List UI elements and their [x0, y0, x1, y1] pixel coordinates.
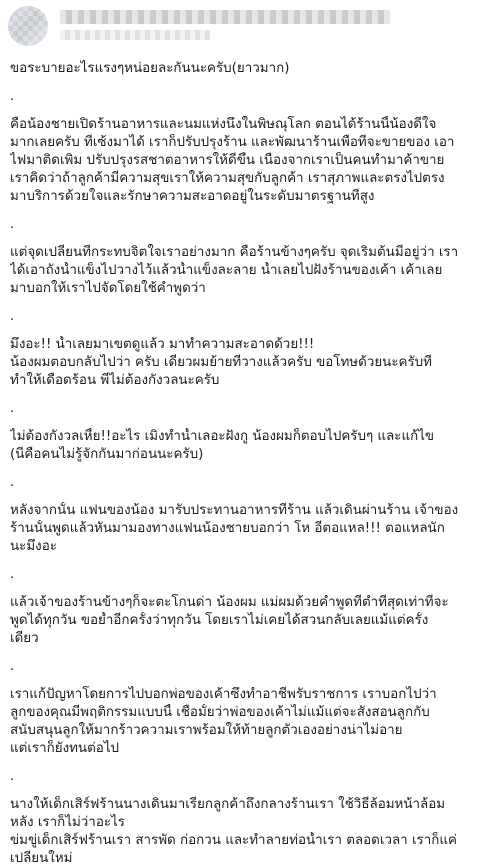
post-paragraph: [10, 216, 486, 234]
post-text-line: หลัง เราก็ไม่ว่าอะไร: [10, 815, 125, 830]
post-text-line: นางให้เด็กเสิร์ฟร้านนางเดินมาเรียกลูกค้าถึงกลางร้านเรา ใช้วิธีล้อมหน้าล้อม: [10, 797, 446, 812]
post-text-line: แต่เราก็ยังทนต่อไป: [10, 741, 120, 756]
post-text-line: .: [10, 401, 15, 416]
post-text-line: แต่จุดเปลี่ยนที่กระทบจิตใจเราอย่างมาก คือร้านข้างๆครับ จุดเริ่มต้นมีอยู่ว่า เรา: [10, 245, 459, 260]
post-text-line: ทำให้เดือดร้อน พี่ไม่ต้องกังวลนะครับ: [10, 373, 220, 388]
post-meta-blurred: [60, 30, 210, 40]
post-paragraph: [10, 594, 486, 648]
post-paragraph: [10, 658, 486, 676]
post-text-line: .: [10, 769, 15, 784]
author-name-blurred[interactable]: [60, 10, 390, 24]
post-text-line: เราคิดว่าถ้าลูกค้ามีความสุขเราให้ความสุขกับลูกค้า เราสุภาพและตรงไปตรง: [10, 171, 445, 186]
paragraph-spacer: [10, 298, 486, 308]
paragraph-spacer: [10, 106, 486, 116]
post-text-line: ได้เอาถังน้ำแข็งไปวางไว้แล้วน้ำแข็งละลาย น้ำเลยไปฝั่งร้านของเค้า เค้าเลย: [10, 263, 443, 278]
post-text-line: คือน้องชายเปิดร้านอาหารและนมแห่งนึงในพิษณุโลก ตอนได้ร้านนี้น้องดีใจ: [10, 117, 437, 132]
post-text-line: ข่มขู่เด็กเสิร์ฟร้านเรา สารพัด ก่อกวน และทำลายท่อน้ำเรา ตลอดเวลา เราก็แค่: [10, 833, 457, 848]
paragraph-spacer: [10, 492, 486, 502]
post-text-line: ร้านนั้นพูดแล้วหันมามองทางแฟนน้องชายบอกว่า โห อีตอแหล!!! ตอแหลนัก: [10, 521, 445, 536]
paragraph-spacer: [10, 556, 486, 566]
post-paragraph: [10, 116, 486, 206]
paragraph-spacer: [10, 326, 486, 336]
post-text-line: เปลี่ยนใหม่: [10, 851, 73, 866]
post-paragraph: [10, 474, 486, 492]
post-paragraph: [10, 428, 486, 464]
post-text-line: ลูกของคุณมีพฤติกรรมแบบนี้ เชื่อมั้ยว่าพ่อของเค้าไม่แม้แต่จะสั่งสอนลูกกับ: [10, 705, 430, 720]
post-paragraph: [10, 60, 486, 78]
paragraph-spacer: [10, 584, 486, 594]
post-paragraph: [10, 400, 486, 418]
post-text-line: .: [10, 475, 15, 490]
post-text-line: สนับสนุนลูกให้มากร้าวความเราพร้อมให้ท้ายลูกตัวเองอย่างน่าไม่อาย: [10, 723, 403, 738]
paragraph-spacer: [10, 758, 486, 768]
post-text-line: ขอระบายอะไรแรงๆหน่อยละกันนะครับ(ยาวมาก): [10, 61, 290, 76]
post-text-line: ไม่ต้องกังวลเหี้ย!!อะไร เมิงทำน้ำเลอะฝั่งกู น้องผมก็ตอบไปครับๆ และแก้ไข: [10, 429, 435, 444]
paragraph-spacer: [10, 78, 486, 88]
post-paragraph: [10, 336, 486, 390]
post-paragraph: [10, 308, 486, 326]
post-text-line: มาบอกให้เราไปจัดโดยใช้คำพูดว่า: [10, 281, 206, 296]
post-text-line: มาบริการด้วยใจและรักษาความสะอาดอยู่ในระดับมาตรฐานที่สูง: [10, 189, 375, 204]
post-text-line: เราแก้ปัญหาโดยการไปบอกพ่อของเค้าซึ่งทำอาชีพรับราชการ เราบอกไปว่า: [10, 687, 437, 702]
paragraph-spacer: [10, 464, 486, 474]
post-text-line: เดียว: [10, 631, 39, 646]
post-text-line: หลังจากนั้น แฟนของน้อง มารับประทานอาหารที่ร้าน แล้วเดินผ่านร้าน เจ้าของ: [10, 503, 459, 518]
post-paragraph: [10, 88, 486, 106]
post-text-line: .: [10, 217, 15, 232]
post-body: [10, 60, 486, 868]
post-paragraph: [10, 566, 486, 584]
post-header: [0, 0, 494, 58]
post-text-line: .: [10, 89, 15, 104]
post-text-line: มึงอะ!! น้ำเลยมาเขตดูแล้ว มาทำความสะอาดด้วย!!!: [10, 337, 315, 352]
post-text-line: .: [10, 659, 15, 674]
paragraph-spacer: [10, 786, 486, 796]
post-text-line: มากเลยครับ ที่เซ้งมาได้ เราก็ปรับปรุงร้าน และพัฒนาร้านเพื่อที่จะขายของ เอา: [10, 135, 455, 150]
post-text-line: นะมึงอะ: [10, 539, 57, 554]
post-text-line: (นี่คือคนไม่รู้จักกันมาก่อนนะครับ): [10, 447, 204, 462]
paragraph-spacer: [10, 234, 486, 244]
post-paragraph: [10, 244, 486, 298]
paragraph-spacer: [10, 648, 486, 658]
post-paragraph: [10, 686, 486, 758]
post-paragraph: [10, 768, 486, 786]
post-text-line: แล้วเจ้าของร้านข้างๆก็จะตะโกนด่า น้องผม แม่ผมด้วยคำพูดที่ต่ำที่สุดเท่าที่จะ: [10, 595, 449, 610]
paragraph-spacer: [10, 418, 486, 428]
post-text-line: พูดได้ทุกวัน ขอย้ำอีกครั้งว่าทุกวัน โดยเราไม่เคยได้สวนกลับเลยแม้แต่ครั้ง: [10, 613, 429, 628]
post-paragraph: [10, 796, 486, 868]
author-avatar-blurred[interactable]: [8, 6, 48, 46]
paragraph-spacer: [10, 676, 486, 686]
post-text-line: ไฟมาติดเพิ่ม ปรับปรุงรสชาตอาหารให้ดีขึ้น เนื่องจากเราเป็นคนทำมาค้าขาย: [10, 153, 445, 168]
post-text-line: น้องผมตอบกลับไปว่า ครับ เดี๋ยวผมย้ายที่วางแล้วครับ ขอโทษด้วยนะครับที่: [10, 355, 433, 370]
post-paragraph: [10, 502, 486, 556]
paragraph-spacer: [10, 390, 486, 400]
paragraph-spacer: [10, 206, 486, 216]
post-text-line: .: [10, 309, 15, 324]
post-text-line: .: [10, 567, 15, 582]
